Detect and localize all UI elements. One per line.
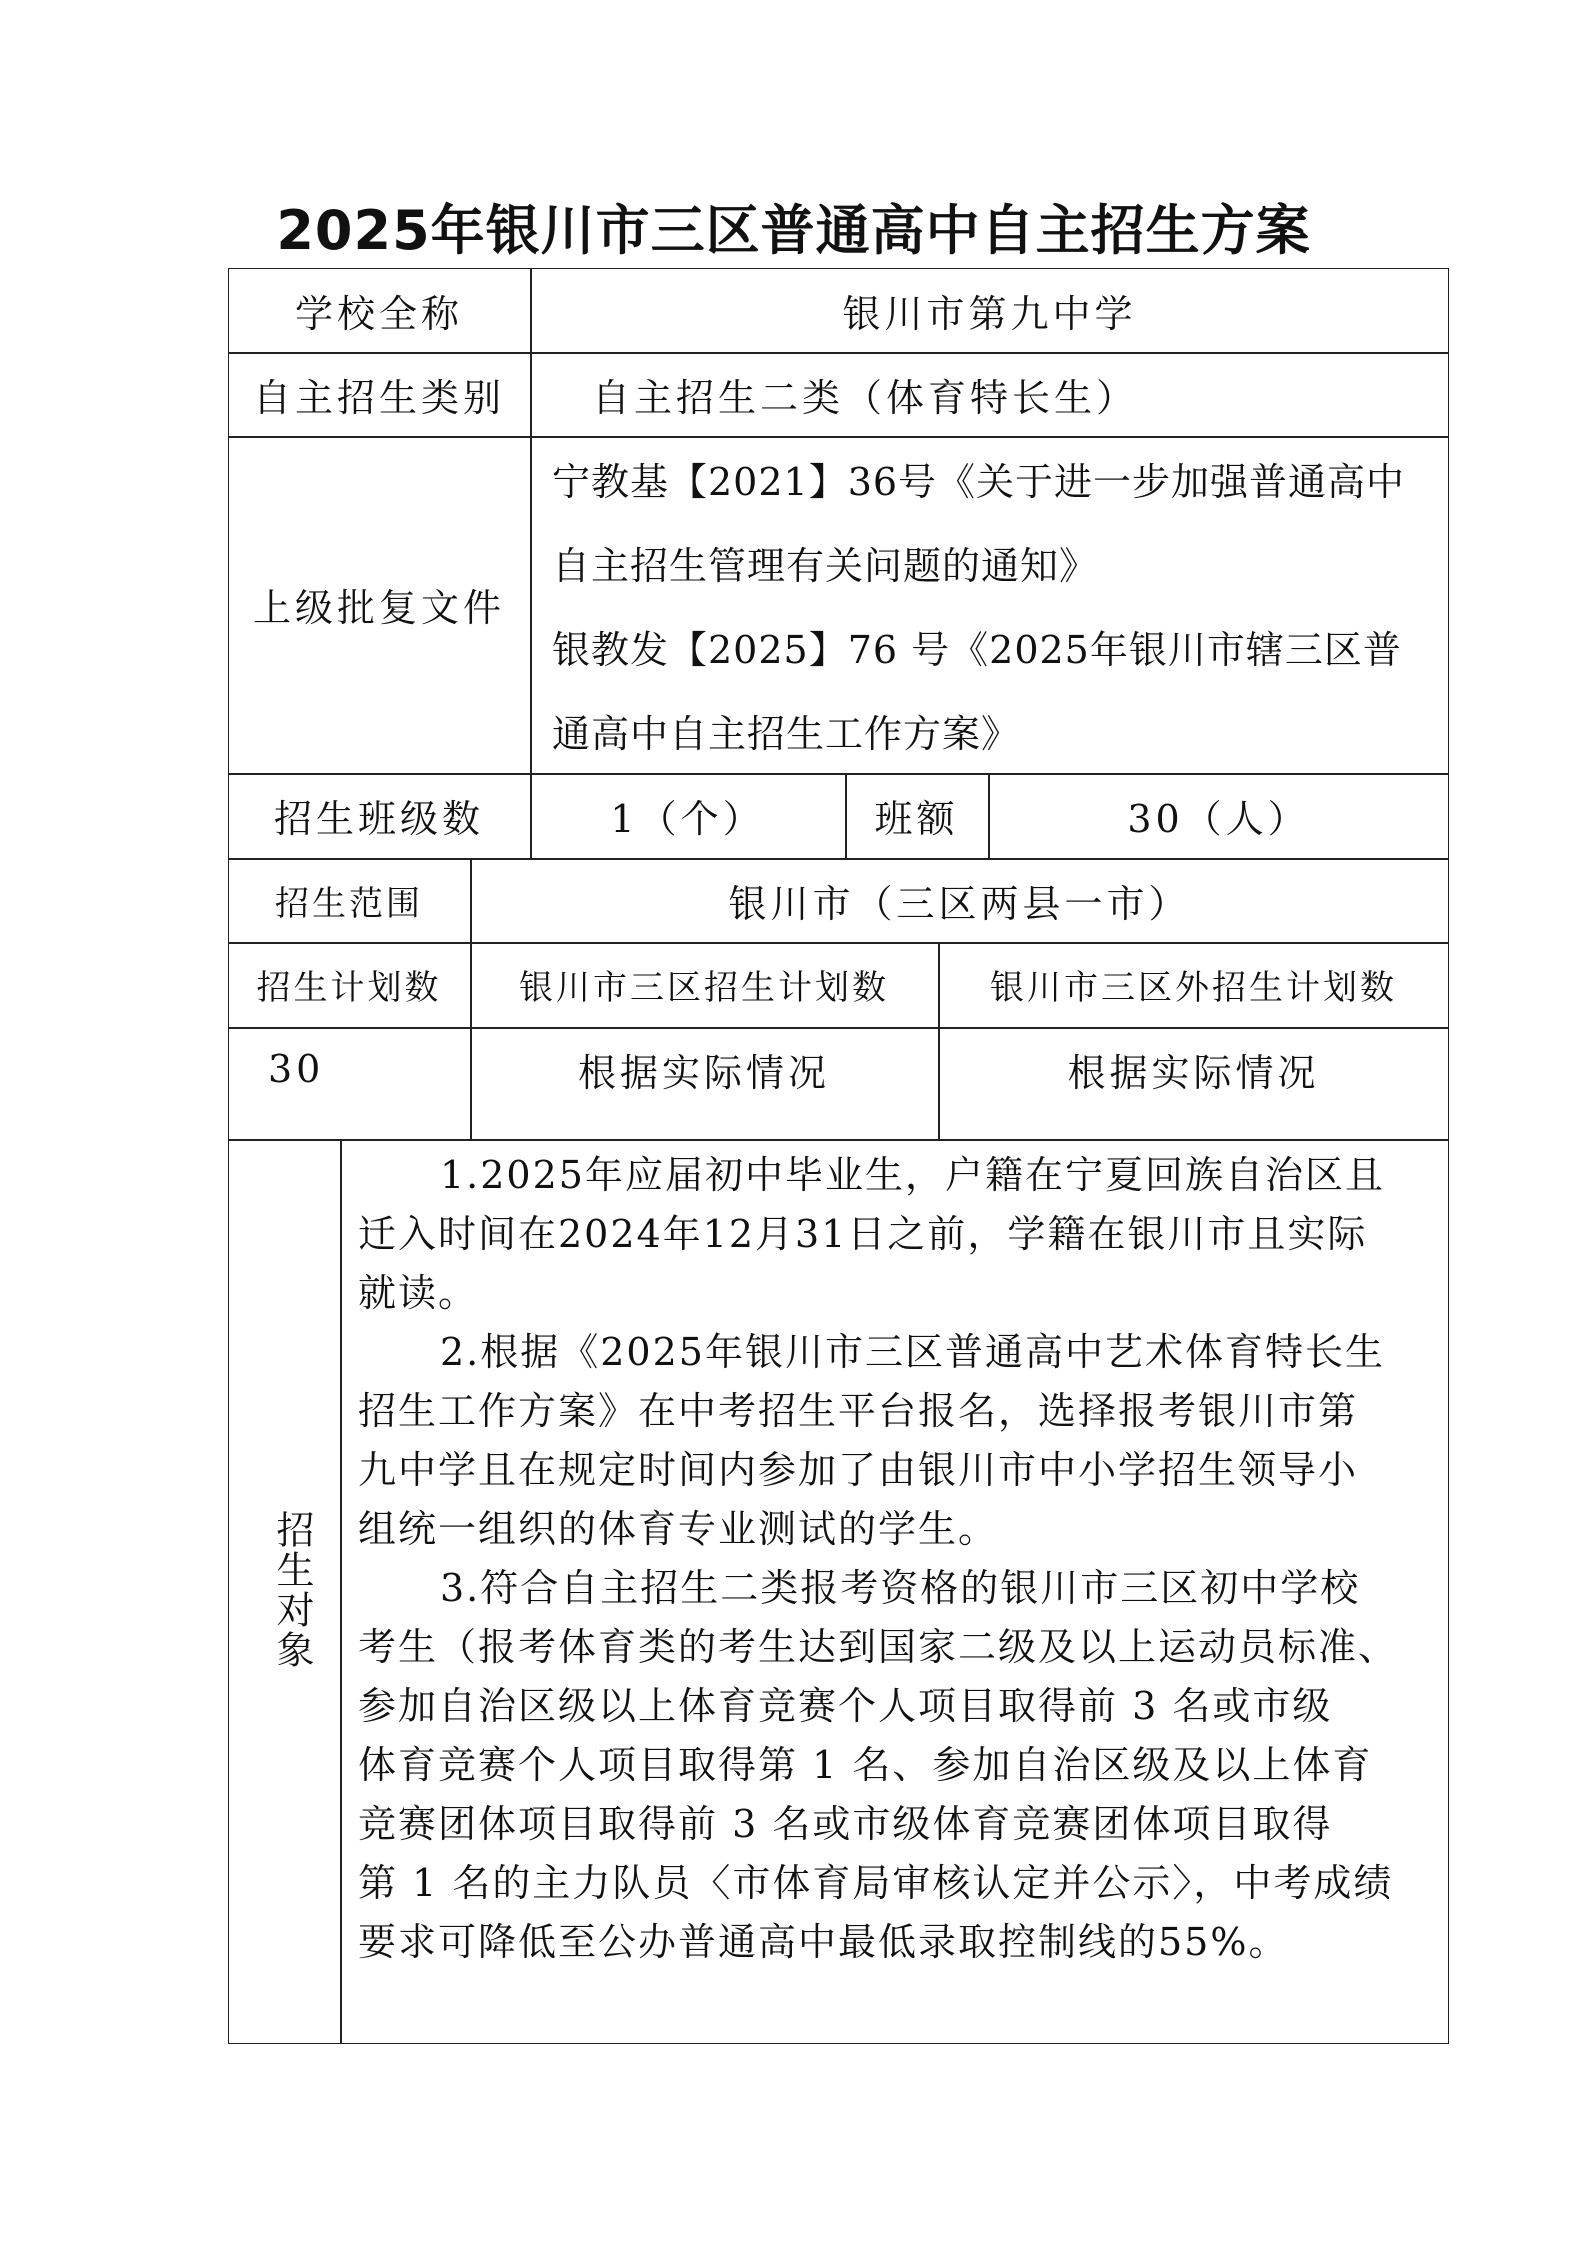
target-label: 招生对象 xyxy=(270,1510,314,1670)
target-line: 招生工作方案》在中考招生平台报名，选择报考银川市第 xyxy=(358,1389,1359,1433)
target-line: 就读。 xyxy=(358,1271,479,1315)
approval-line: 自主招生管理有关问题的通知》 xyxy=(552,544,1099,588)
row-divider xyxy=(228,1139,1449,1141)
target-line: 3.符合自主招生二类报考资格的银川市三区初中学校 xyxy=(440,1566,1361,1610)
classes-label: 招生班级数 xyxy=(273,797,484,841)
target-line: 组统一组织的体育专业测试的学生。 xyxy=(358,1507,999,1551)
col-divider xyxy=(530,268,532,858)
plan-col1-value: 根据实际情况 xyxy=(577,1050,830,1095)
target-line: 1.2025年应届初中毕业生，户籍在宁夏回族自治区且 xyxy=(440,1153,1385,1197)
quota-label: 班额 xyxy=(874,797,959,841)
approval-documents xyxy=(552,440,1442,776)
target-line: 竞赛团体项目取得前 3 名或市级体育竞赛团体项目取得 xyxy=(358,1802,1333,1846)
target-line: 迁入时间在2024年12月31日之前，学籍在银川市且实际 xyxy=(358,1212,1368,1256)
range-label: 招生范围 xyxy=(275,883,423,924)
target-line: 要求可降低至公办普通高中最低录取控制线的55%。 xyxy=(358,1920,1289,1964)
target-line: 参加自治区级以上体育竞赛个人项目取得前 3 名或市级 xyxy=(358,1684,1333,1728)
plan-col1-header: 银川市三区招生计划数 xyxy=(519,968,889,1008)
school-label: 学校全称 xyxy=(294,291,463,336)
approval-line: 宁教基【2021】36号《关于进一步加强普通高中 xyxy=(552,460,1406,504)
quota-value: 30（人） xyxy=(1127,797,1310,841)
target-line: 九中学且在规定时间内参加了由银川市中小学招生领导小 xyxy=(358,1448,1359,1492)
plan-label: 招生计划数 xyxy=(256,968,442,1008)
category-value: 自主招生二类（体育特长生） xyxy=(592,375,1139,420)
range-value: 银川市（三区两县一市） xyxy=(728,881,1191,926)
approval-label: 上级批复文件 xyxy=(252,586,505,630)
approval-line: 通高中自主招生工作方案》 xyxy=(552,712,1021,756)
target-description xyxy=(358,1146,1438,1972)
target-line: 第 1 名的主力队员〈市体育局审核认定并公示〉，中考成绩 xyxy=(358,1861,1394,1905)
approval-line: 银教发【2025】76 号《2025年银川市辖三区普 xyxy=(552,628,1402,672)
classes-value: 1（个） xyxy=(610,797,765,841)
plan-total: 30 xyxy=(268,1047,325,1091)
target-line: 考生（报考体育类的考生达到国家二级及以上运动员标准、 xyxy=(358,1625,1399,1669)
plan-col2-header: 银川市三区外招生计划数 xyxy=(990,968,1397,1008)
plan-col2-value: 根据实际情况 xyxy=(1067,1050,1320,1095)
target-line: 2.根据《2025年银川市三区普通高中艺术体育特长生 xyxy=(440,1330,1385,1374)
col-divider xyxy=(340,1139,342,2044)
school-value: 银川市第九中学 xyxy=(842,291,1137,336)
target-line: 体育竞赛个人项目取得第 1 名、参加自治区级及以上体育 xyxy=(358,1743,1373,1787)
page-title: 2025年银川市三区普通高中自主招生方案 xyxy=(276,199,1311,262)
category-label: 自主招生类别 xyxy=(252,375,505,420)
